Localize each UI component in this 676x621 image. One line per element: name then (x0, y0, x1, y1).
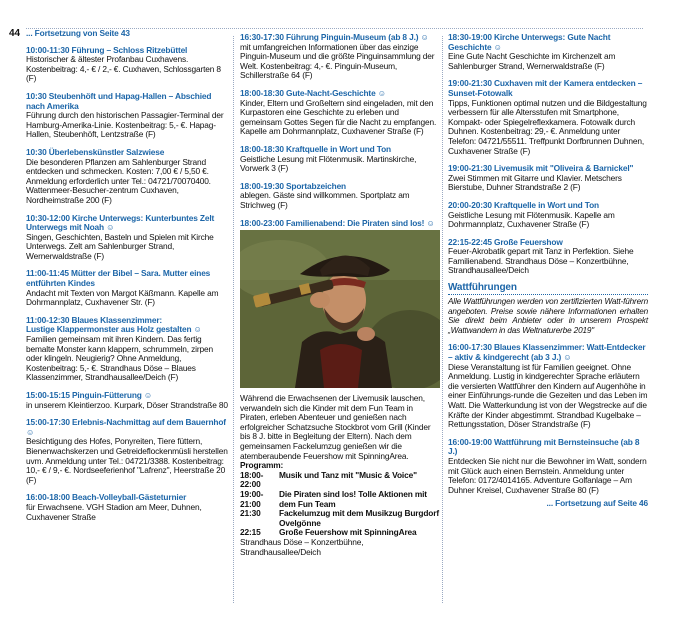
event-entry (26, 316, 230, 383)
program-row (240, 490, 440, 509)
event-description: Während die Erwachsenen der Livemusik lauschen, verwandeln sich die Kinder mit dem Fun Team in Piraten, erleben Abenteuer und genießen nach erfolgreicher Schatzsuche Stockbrot vom Grill (Kinder bis 8 J. bitte in Begleitung der Eltern). Nach dem gemeinsamen Fackelumzug genießen wir die atemberaubende Feuershow mit SpinningArea. (240, 393, 431, 461)
event-entry (26, 391, 230, 410)
program-label: Programm: (240, 460, 284, 471)
event-body: Kinder, Eltern und Großeltern sind eingeladen, mit den Kurpastoren eine Geschichte zu erleben und gemeinsam Gottes Segen für die Nacht zu empfangen. Kapelle am Dohrmannplatz, Cuxhavener Straße (F) (240, 97, 437, 137)
event-entry (26, 92, 230, 140)
event-entry (240, 219, 440, 229)
column-middle (240, 33, 440, 557)
event-title: 10:00-11:30 Führung – Schloss Ritzebüttel (26, 44, 188, 55)
column-divider (233, 36, 234, 603)
event-body: für Erwachsene. VGH Stadion am Meer, Duhnen, Cuxhavener Straße (26, 501, 202, 522)
event-entry (448, 343, 648, 429)
event-title: 22:15-22:45 Große Feuershow (448, 236, 563, 247)
event-title: 10:30 Steubenhöft und Hapag-Hallen – Abschied nach Amerika (26, 90, 212, 111)
program-text: Musik und Tanz mit "Music & Voice" (279, 469, 417, 480)
event-body: Diese Veranstaltung ist für Familien geeignet. Ohne Anmeldung. Lustig in kindgerechter Sprache erläutern die versierten Wattführer den Kindern auf Augenhöhe in einer Einführungs-runde die Gezeiten und das Leben im Watt. Die Watterkundung ist von der Wegstrecke auf die Kräfte der Kinder abgestimmt. Strandbad Kugelbake – Rettungsstation, Döser Strandstraße (F) (448, 361, 648, 430)
event-entry (240, 33, 440, 81)
program-time: 22:15 (240, 527, 261, 538)
event-entry (26, 269, 230, 307)
program-list (240, 471, 440, 538)
event-venue: Strandhaus Döse – Konzertbühne, Strandhausallee/Deich (240, 537, 364, 557)
program-time: 21:30 (240, 508, 261, 519)
event-entry (26, 46, 230, 84)
event-body: Andacht mit Texten von Margot Käßmann. Kapelle am Dohrmannplatz, Cuxhavener Str. (F) (26, 287, 219, 308)
event-entry (26, 493, 230, 522)
event-entry (240, 182, 440, 211)
event-body: Besichtigung des Hofes, Ponyreiten, Tiere füttern, Bienenwachskerzen und Getreideflockenmüsli herstellen uvm. Anmeldung unter Tel.: 04721/3388. Kostenbeitrag: 10,- € / 9,- €. Nordseeferienhof "Lafrenz", Heerstraße 20 (F) (26, 436, 228, 485)
column-right (448, 33, 648, 509)
event-entry (26, 214, 230, 262)
event-body: Tipps, Funktionen optimal nutzen und die Bildgestaltung verbessern für alle Altersstufen mit Smartphone, Kompakt- oder Spiegelreflexkamera. Fotowalk durch Duhnen. Kostenbeitrag: 29,- €. Anmeldung unter Telefon: 04721/55511. Treffpunkt Dorfbrunnen Duhnen, Cuxhavener Straße (F) (448, 97, 647, 156)
page-number: 44 (9, 28, 21, 39)
event-entry (240, 145, 440, 174)
event-body: Singen, Geschichten, Basteln und Spielen mit Kirche Unterwegs. Zelt am Sahlenburger Strand, Wernerwaldstraße (F) (26, 231, 214, 261)
event-body: Entdecken Sie nicht nur die Bewohner im Watt, sondern mit Glück auch einen Bernstein. Anmeldung unter Telefon: 0172/4014165. Adventure Golfanlage – Am Duhner Kreisel, Cuxhavener Straße 80 (F) (448, 455, 647, 495)
event-body: Führung durch den historischen Passagier-Terminal der Hamburg-Amerika-Linie. Kostenbeitrag: 5,- €. Hapag-Hallen, Steubenhöft, Lentzstraße (F) (26, 110, 224, 140)
pirate-illustration (240, 230, 440, 388)
event-title: 18:30-19:00 Kirche Unterwegs: Gute Nacht Geschichte ☺ (448, 32, 611, 52)
event-body: in unserem Kleintierzoo. Kurpark, Döser Strandstraße 80 (26, 399, 228, 410)
event-entry (448, 33, 648, 71)
event-entry (448, 438, 648, 496)
program-row (240, 471, 440, 490)
event-body: Die besonderen Pflanzen am Sahlenburger Strand entdecken und schmecken. Kosten: 7,00 € / 5,50 €. Anmeldung erforderlich unter Tel.: 04721/70070400. Wattenmeer-Besucher-zentrum Cuxhaven, Nordheimstraße 200 (F) (26, 156, 211, 205)
event-title: 10:30-12:00 Kirche Unterwegs: Kunterbuntes Zelt Unterwegs mit Noah ☺ (26, 212, 215, 233)
program-time: 18:00-22:00 (240, 469, 264, 490)
event-entry (448, 164, 648, 193)
event-body: ablegen. Gäste sind willkommen. Sportplatz am Strichweg (F) (240, 190, 410, 210)
event-title: 16:00-19:00 Wattführung mit Bernsteinsuche (ab 8 J.) (448, 436, 640, 457)
event-title: 16:30-17:30 Führung Pinguin-Museum (ab 8 J.) ☺ (240, 32, 429, 42)
event-title: 18:00-23:00 Familienabend: Die Piraten sind los! ☺ (240, 217, 435, 228)
event-title: 11:00-11:45 Mütter der Bibel – Sara. Mutter eines entführten Kindes (26, 268, 211, 289)
event-entry (26, 148, 230, 206)
event-title: 15:00-17:30 Erlebnis-Nachmittag auf dem Bauernhof ☺ (26, 417, 226, 437)
program-text: Die Piraten sind los! Tolle Aktionen mit dem Fun Team (279, 489, 427, 509)
event-title: 19:00-21:30 Cuxhaven mit der Kamera entdecken – Sunset-Fotowalk (448, 78, 643, 98)
event-body: Zwei Stimmen mit Gitarre und Klavier. Metschers Bierstube, Duhner Strandstraße 2 (F) (448, 172, 622, 193)
event-body: Familien gemeinsam mit ihren Kindern. Das fertig bemalte Monster kann klappern, schrummeln, zirpen oder klingeln. Neugierig? Ohne Anmeldung, Kostenbeitrag: 5,- €. Strandhaus Döse – Blaues Klassenzimmer, Strandhausallee/Deich (F) (26, 334, 213, 383)
section-title: Wattführungen (448, 282, 648, 295)
event-title: 16:00-17:30 Blaues Klassenzimmer: Watt-Entdecker – aktiv & kindgerecht (ab 3 J.) ☺ (448, 342, 646, 363)
event-entry (448, 201, 648, 230)
event-entry (448, 79, 648, 156)
pirate-photo (240, 230, 440, 388)
program-text: Fackelumzug mit dem Musikzug Burgdorf Ovelgönne (279, 508, 439, 528)
event-entry (26, 418, 230, 485)
event-title: 15:00-15:15 Pinguin-Fütterung ☺ (26, 390, 153, 400)
program-row (240, 509, 440, 528)
program-time: 19:00-21:00 (240, 489, 264, 509)
column-divider (442, 36, 443, 603)
event-title: 18:00-18:30 Kraftquelle in Wort und Ton (240, 143, 392, 154)
event-title: 20:00-20:30 Kraftquelle in Wort und Ton (448, 199, 600, 210)
event-title: 11:00-12:30 Blaues Klassenzimmer: (26, 314, 163, 325)
event-body: Eine Gute Nacht Geschichte im Kirchenzelt am Sahlenburger Strand, Wernerwaldstraße (F) (448, 51, 616, 71)
event-body: mit umfangreichen Informationen über das einzige Pinguin-Museum und die größte Pinguinsammlung der Welt. Kostenbeitrag: 4,- €. Pinguin-Museum, Schillerstraße 64 (F) (240, 41, 435, 81)
event-body: Feuer-Akrobatik gepart mit Tanz in Perfektion. Siehe Familienabend. Strandhaus Döse – Konzertbühne, Strandhausallee/Deich (448, 246, 634, 276)
program-text: Große Feuershow mit SpinningArea (279, 527, 417, 538)
continued-on[interactable]: ... Fortsetzung auf Seite 46 (546, 498, 648, 509)
column-left (26, 29, 230, 530)
continued-from: ... Fortsetzung von Seite 43 (26, 28, 130, 38)
event-body: Historischer & ältester Profanbau Cuxhavens. Kostenbeitrag: 4,- € / 2,- €. Cuxhaven, Schlossgarten 8 (F) (26, 54, 221, 84)
event-title: 16:00-18:00 Beach-Volleyball-Gästeturnier (26, 492, 187, 503)
event-entry (240, 89, 440, 137)
event-body: Geistliche Lesung mit Flötenmusik. Martinskirche, Vorwerk 3 (F) (240, 153, 417, 174)
event-title: 10:30 Überlebenskünstler Salzwiese (26, 146, 165, 157)
event-subtitle: Lustige Klappermonster aus Holz gestalten ☺ (26, 324, 202, 335)
section-intro: Alle Wattführungen werden von zertifizierten Watt-führern angeboten. Preise sowie nähere Informationen erhalten Sie direkt beim Anbieter oder in unserem Prospekt „Wattwandern in das Weltnaturerbe 2019" (448, 297, 648, 335)
event-title: 18:00-19:30 Sportabzeichen (240, 180, 347, 191)
event-entry (448, 238, 648, 276)
event-title: 18:00-18:30 Gute-Nacht-Geschichte ☺ (240, 87, 387, 98)
event-body: Geistliche Lesung mit Flötenmusik. Kapelle am Dohrmannplatz, Cuxhavener Straße (F) (448, 209, 615, 230)
event-title: 19:00-21:30 Livemusik mit "Oliveira & Barnickel" (448, 163, 634, 174)
